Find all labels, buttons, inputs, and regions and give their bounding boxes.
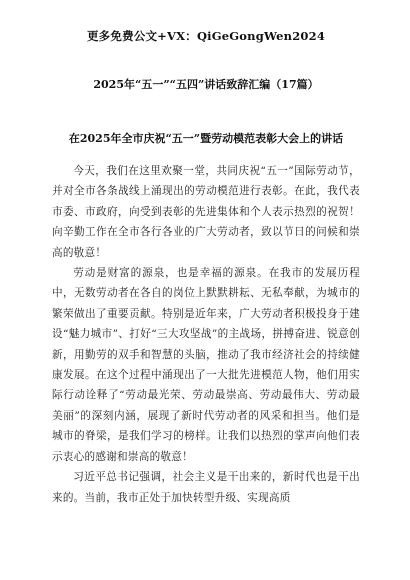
paragraph-xi-quote: 习近平总书记强调，社会主义是干出来的，新时代也是干出来的。当前，我市正处于加快转型升级、实现高质 bbox=[52, 471, 360, 504]
collection-title: 2025年“五一”“五四”讲话致辞汇编（17篇） bbox=[93, 78, 319, 91]
paragraph-opening: 今天，我们在这里欢聚一堂，共同庆祝“五一”国际劳动节，并对全市各条战线上涌现出的劳动模范进行表彰。在此，我代表市委、市政府，向受到表彰的先进集体和个人表示热烈的祝贺！向辛勤工作在全市各行各业的广大劳动者，致以节日的问候和崇高的敬意！ bbox=[52, 165, 360, 259]
speech-title: 在2025年全市庆祝“五一”暨劳动模范表彰大会上的讲话 bbox=[68, 132, 344, 145]
paragraph-labor-value: 劳动是财富的源泉，也是幸福的源泉。在我市的发展历程中，无数劳动者在各自的岗位上默默耕耘、无私奉献，为城市的繁荣做出了重要贡献。特别是近年来，广大劳动者积极投身于建设“魅力城市”、打好“三大攻坚战”的主战场，拼搏奋进、锐意创新，用勤劳的双手和智慧的头脑，推动了我市经济社会的持续健康发展。在这个过程中涌现出了一大批先进模范人物，他们用实际行动诠释了“劳动最光荣、劳动最崇高、劳动最伟大、劳动最美丽”的深刻内涵，展现了新时代劳动者的风采和担当。他们是城市的脊梁，是我们学习的榜样。让我们以热烈的掌声向他们表示衷心的感谢和崇高的敬意！ bbox=[52, 267, 360, 463]
watermark-text: 更多免费公文+VX：QiGeGongWen2024 bbox=[86, 29, 326, 43]
